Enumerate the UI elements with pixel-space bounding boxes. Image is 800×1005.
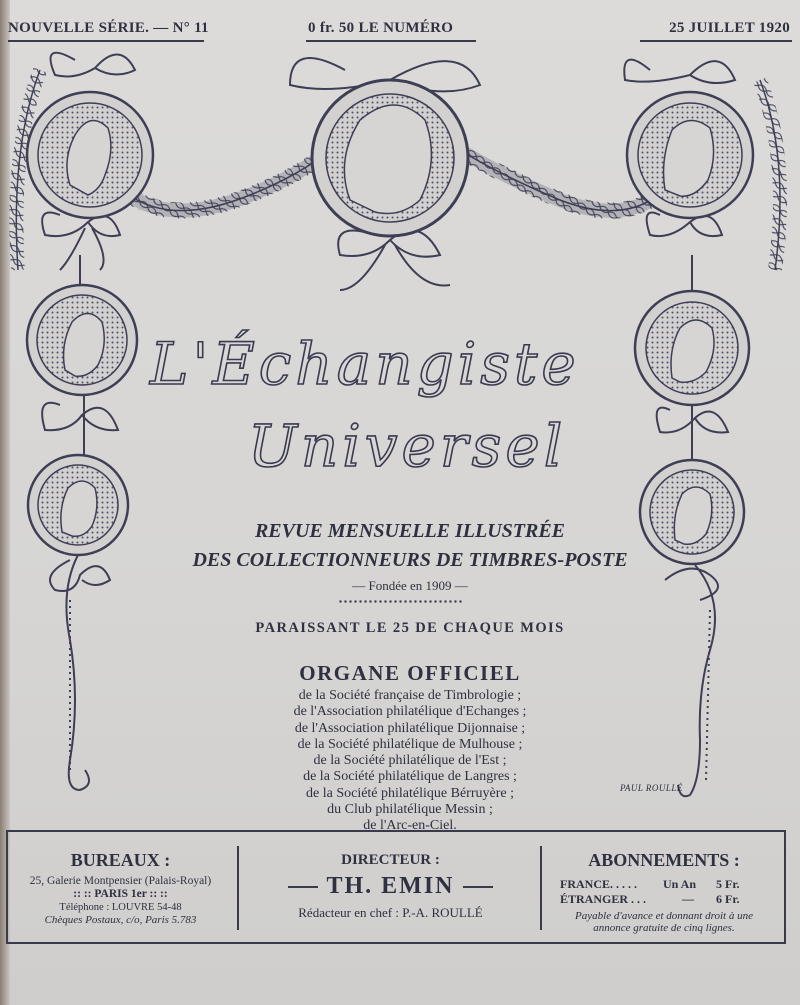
etranger-label: ÉTRANGER . . . [560,892,647,906]
medallion-top-right [627,92,753,218]
dotted-divider [338,600,462,603]
abonnements-note: Payable d'avance et donnant droit à une annonce gratuite de cinq lignes. [575,910,753,934]
rule-left [288,886,318,888]
medallion-top-center [312,80,468,236]
list-item: de la Société philatélique de Langres ; [303,769,517,785]
medallion-left-middle [27,285,137,395]
list-item: du Club philatélique Messin ; [327,802,493,818]
list-item: de la Société philatélique Bérruyère ; [306,785,514,801]
directeur-editor: Rédacteur en chef : P.-A. ROULLÉ [298,905,483,920]
organe-heading: ORGANE OFFICIEL [299,661,521,685]
masthead-title-line1: L'Échangiste [150,330,580,398]
society-list [240,688,580,835]
abonnements-column [546,832,782,942]
publication-note: PARAISSANT LE 25 DE CHAQUE MOIS [255,620,565,636]
etranger-period: — [682,892,694,906]
list-item: de la Société philatélique de Mulhouse ; [297,736,523,752]
price-row-etranger [546,892,782,907]
directeur-name: TH. EMIN [326,873,455,899]
bureaux-address: 25, Galerie Montpensier (Palais-Royal) [29,875,212,887]
footer-box [6,830,786,944]
list-item: de l'Association philatélique Dijonnaise ; [294,720,526,736]
france-period: Un An [663,877,697,891]
artist-signature: PAUL ROULLÉ [620,783,683,793]
etranger-price: 6 Fr. [716,892,740,906]
directeur-column [243,832,538,942]
issue-date: 25 JUILLET 1920 [669,20,790,36]
issue-price: 0 fr. 50 LE NUMÉRO [308,20,454,36]
directeur-title: DIRECTEUR : [341,852,440,868]
medallion-right-middle [635,291,749,405]
masthead-title-line2: Universel [248,412,567,480]
list-item: de l'Arc-en-Ciel. [363,818,457,834]
subtitle-line2: DES COLLECTIONNEURS DE TIMBRES-POSTE [192,549,628,571]
list-item: de la Société française de Timbrologie ; [298,688,522,703]
garland-right-drop [760,80,780,270]
list-item: de la Société philatélique de l'Est ; [313,753,507,769]
founded-note: — Fondée en 1909 — [352,578,468,593]
column-divider [237,846,239,930]
list-item: de l'Association philatélique d'Echanges ; [293,704,527,720]
bureaux-phone: Téléphone : LOUVRE 54-48 [59,902,182,913]
subtitle-line1: REVUE MENSUELLE ILLUSTRÉE [254,520,566,542]
column-divider [540,846,542,930]
bureaux-city: :: :: PARIS 1er :: :: [73,888,168,900]
series-number: NOUVELLE SÉRIE. — N° 11 [8,20,209,36]
bureaux-column [8,832,233,942]
bureaux-title: BUREAUX : [70,850,171,870]
price-row-france [546,877,782,892]
bureaux-postal: Chèques Postaux, c/o, Paris 5.783 [44,914,197,926]
france-label: FRANCE. . . . . [560,877,637,891]
abonnements-title: ABONNEMENTS : [588,850,740,870]
france-price: 5 Fr. [716,877,740,891]
rule-right [463,886,493,888]
directeur-name-row [243,873,538,900]
medallion-top-left [27,92,153,218]
